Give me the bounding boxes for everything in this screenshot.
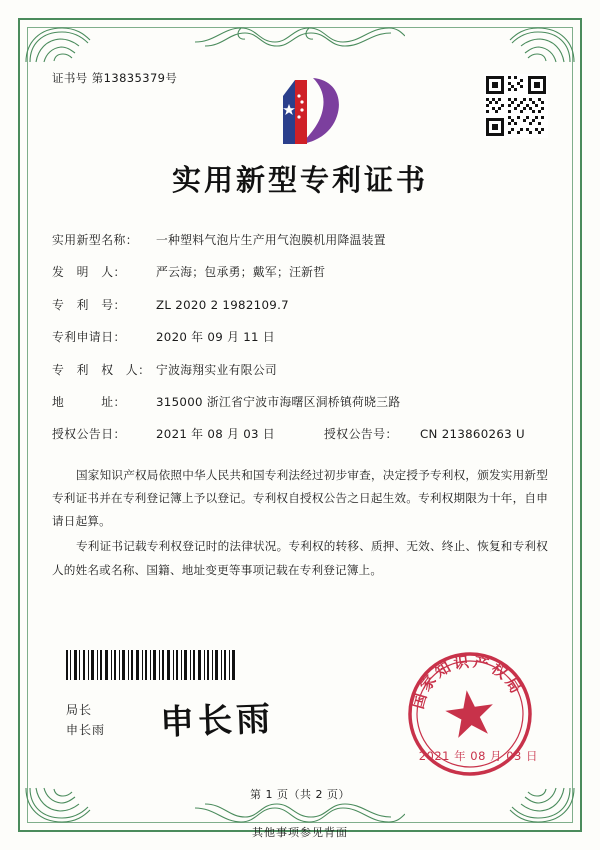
seal-date: 2021 年 08 月 03 日 [418, 749, 538, 763]
page-number: 第 1 页（共 2 页） [250, 788, 350, 801]
field-value-secondary: CN 213860263 U [420, 427, 525, 442]
barcode [66, 650, 236, 680]
svg-text:国家知识产权局: 国家知识产权局 [408, 652, 527, 711]
field-value: 一种塑料气泡片生产用气泡膜机用降温装置 [156, 233, 386, 247]
field-row-application-date [52, 326, 548, 348]
field-label: 专利申请日： [52, 330, 126, 345]
field-value: 严云海；包承勇；戴军；汪新哲 [156, 265, 326, 280]
certificate-content [52, 70, 548, 582]
paragraph-grant-statement: 国家知识产权局依照中华人民共和国专利法经过初步审查，决定授予专利权，颁发实用新型专利证书并在专利登记簿上予以登记。专利权自授权公告之日起生效。专利权期限为十年，自申请日起算。 [52, 467, 548, 529]
field-row-patentee [52, 359, 548, 381]
field-row-address [52, 391, 548, 413]
handwritten-signature: 申长雨 [159, 699, 275, 743]
field-row-patent-number [52, 294, 548, 316]
field-row-inventor [52, 261, 548, 283]
director-label: 局长 [66, 703, 93, 717]
field-label: 实用新型名称： [52, 233, 139, 247]
paragraph-legal-status: 专利证书记载专利权登记时的法律状况。专利权的转移、质押、无效、终止、恢复和专利权人的姓名或名称、国籍、地址变更等事项记载在专利登记簿上。 [52, 539, 548, 577]
field-value: 2020 年 09 月 11 日 [156, 330, 275, 345]
field-value: 2021 年 08 月 03 日 [156, 427, 275, 442]
director-name: 申长雨 [66, 723, 106, 738]
corner-ornament-icon [504, 24, 576, 64]
certificate-number: 证书号 第13835379号 [52, 71, 178, 85]
page-title: 实用新型专利证书 [171, 163, 428, 197]
corner-ornament-icon [24, 24, 96, 64]
field-label: 发 明 人： [52, 265, 126, 280]
field-label-secondary: 授权公告号： [324, 427, 398, 442]
field-label: 专 利 号： [52, 297, 126, 312]
top-scroll-ornament-icon [195, 22, 405, 54]
field-value: 315000 浙江省宁波市海曙区洞桥镇荷晓三路 [156, 395, 401, 410]
field-row-grant-publication [52, 423, 548, 445]
field-value: ZL 2020 2 1982109.7 [156, 297, 289, 312]
field-value: 宁波海翔实业有限公司 [156, 362, 277, 377]
director-block [66, 700, 105, 741]
field-label: 地 址： [52, 395, 126, 410]
footnote: 其他事项参见背面 [252, 826, 348, 839]
field-label: 专 利 权 人： [52, 362, 151, 377]
field-row-utility-model-name [52, 229, 548, 251]
field-list [52, 229, 548, 446]
field-label: 授权公告日： [52, 427, 126, 442]
